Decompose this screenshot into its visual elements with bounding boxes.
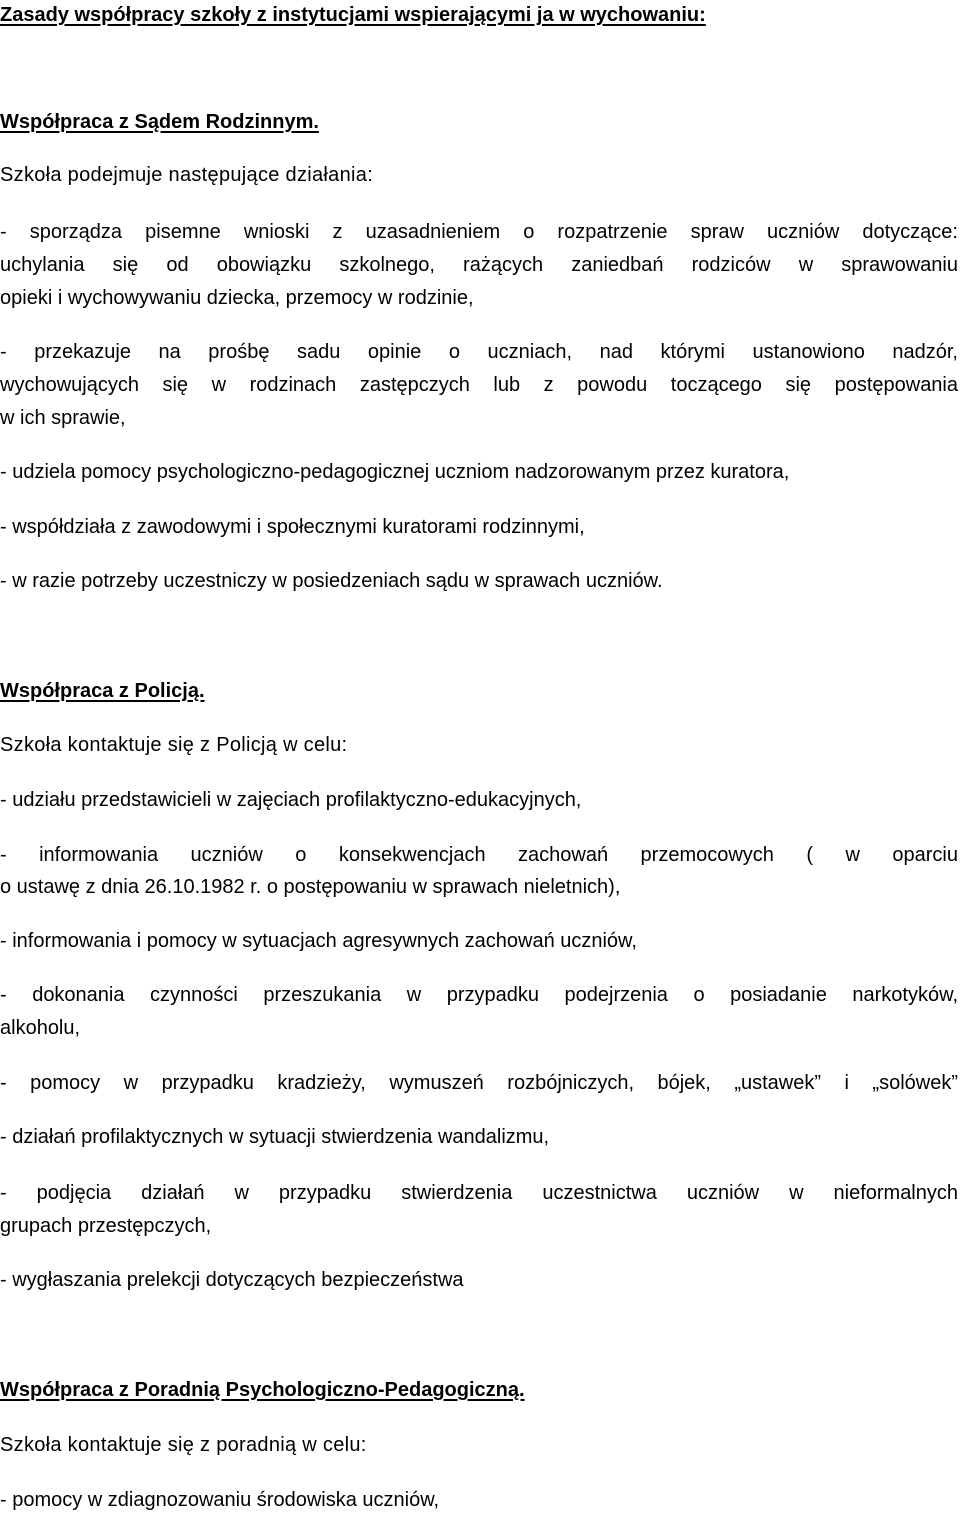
list-item-line: grupach przestępczych,	[0, 1215, 212, 1237]
section-intro-court: Szkoła podejmuje następujące działania:	[0, 164, 374, 186]
document-title: Zasady współpracy szkoły z instytucjami wspierającymi ja w wychowaniu:	[0, 4, 706, 26]
section-heading-court: Współpraca z Sądem Rodzinnym.	[0, 111, 319, 133]
list-item-line: o ustawę z dnia 26.10.1982 r. o postępowaniu w sprawach nieletnich),	[0, 876, 621, 898]
list-item-line: - współdziała z zawodowymi i społecznymi kuratorami rodzinnymi,	[0, 516, 585, 538]
list-item-line: - podjęcia działań w przypadku stwierdzenia uczestnictwa uczniów w nieformalnych	[0, 1182, 958, 1204]
list-item-line: - dokonania czynności przeszukania w przypadku podejrzenia o posiadanie narkotyków,	[0, 984, 958, 1006]
list-item-line: - sporządza pisemne wnioski z uzasadnieniem o rozpatrzenie spraw uczniów dotyczące:	[0, 221, 958, 243]
list-item-line: - informowania i pomocy w sytuacjach agresywnych zachowań uczniów,	[0, 930, 637, 952]
list-item-line: - informowania uczniów o konsekwencjach zachowań przemocowych ( w oparciu	[0, 844, 958, 866]
list-item-line: - wygłaszania prelekcji dotyczących bezpieczeństwa	[0, 1269, 464, 1291]
list-item-line: - przekazuje na prośbę sadu opinie o uczniach, nad którymi ustanowiono nadzór,	[0, 341, 958, 363]
list-item-line: uchylania się od obowiązku szkolnego, rażących zaniedbań rodziców w sprawowaniu	[0, 254, 958, 276]
list-item-line: - udziela pomocy psychologiczno-pedagogicznej uczniom nadzorowanym przez kuratora,	[0, 461, 790, 483]
list-item-line: alkoholu,	[0, 1017, 81, 1039]
list-item-line: w ich sprawie,	[0, 407, 126, 429]
list-item-line: wychowujących się w rodzinach zastępczych lub z powodu toczącego się postępowania	[0, 374, 958, 396]
section-heading-police: Współpraca z Policją.	[0, 680, 205, 702]
section-intro-counseling: Szkoła kontaktuje się z poradnią w celu:	[0, 1434, 367, 1456]
section-intro-police: Szkoła kontaktuje się z Policją w celu:	[0, 734, 348, 756]
list-item-line: - w razie potrzeby uczestniczy w posiedzeniach sądu w sprawach uczniów.	[0, 570, 663, 592]
list-item-line: - pomocy w przypadku kradzieży, wymuszeń rozbójniczych, bójek, „ustawek” i „solówek”	[0, 1072, 958, 1094]
list-item-line: opieki i wychowywaniu dziecka, przemocy w rodzinie,	[0, 287, 474, 309]
list-item-line: - udziału przedstawicieli w zajęciach profilaktyczno-edukacyjnych,	[0, 789, 582, 811]
list-item-line: - pomocy w zdiagnozowaniu środowiska uczniów,	[0, 1489, 440, 1511]
section-heading-counseling: Współpraca z Poradnią Psychologiczno-Pedagogiczną.	[0, 1379, 525, 1401]
list-item-line: - działań profilaktycznych w sytuacji stwierdzenia wandalizmu,	[0, 1126, 550, 1148]
